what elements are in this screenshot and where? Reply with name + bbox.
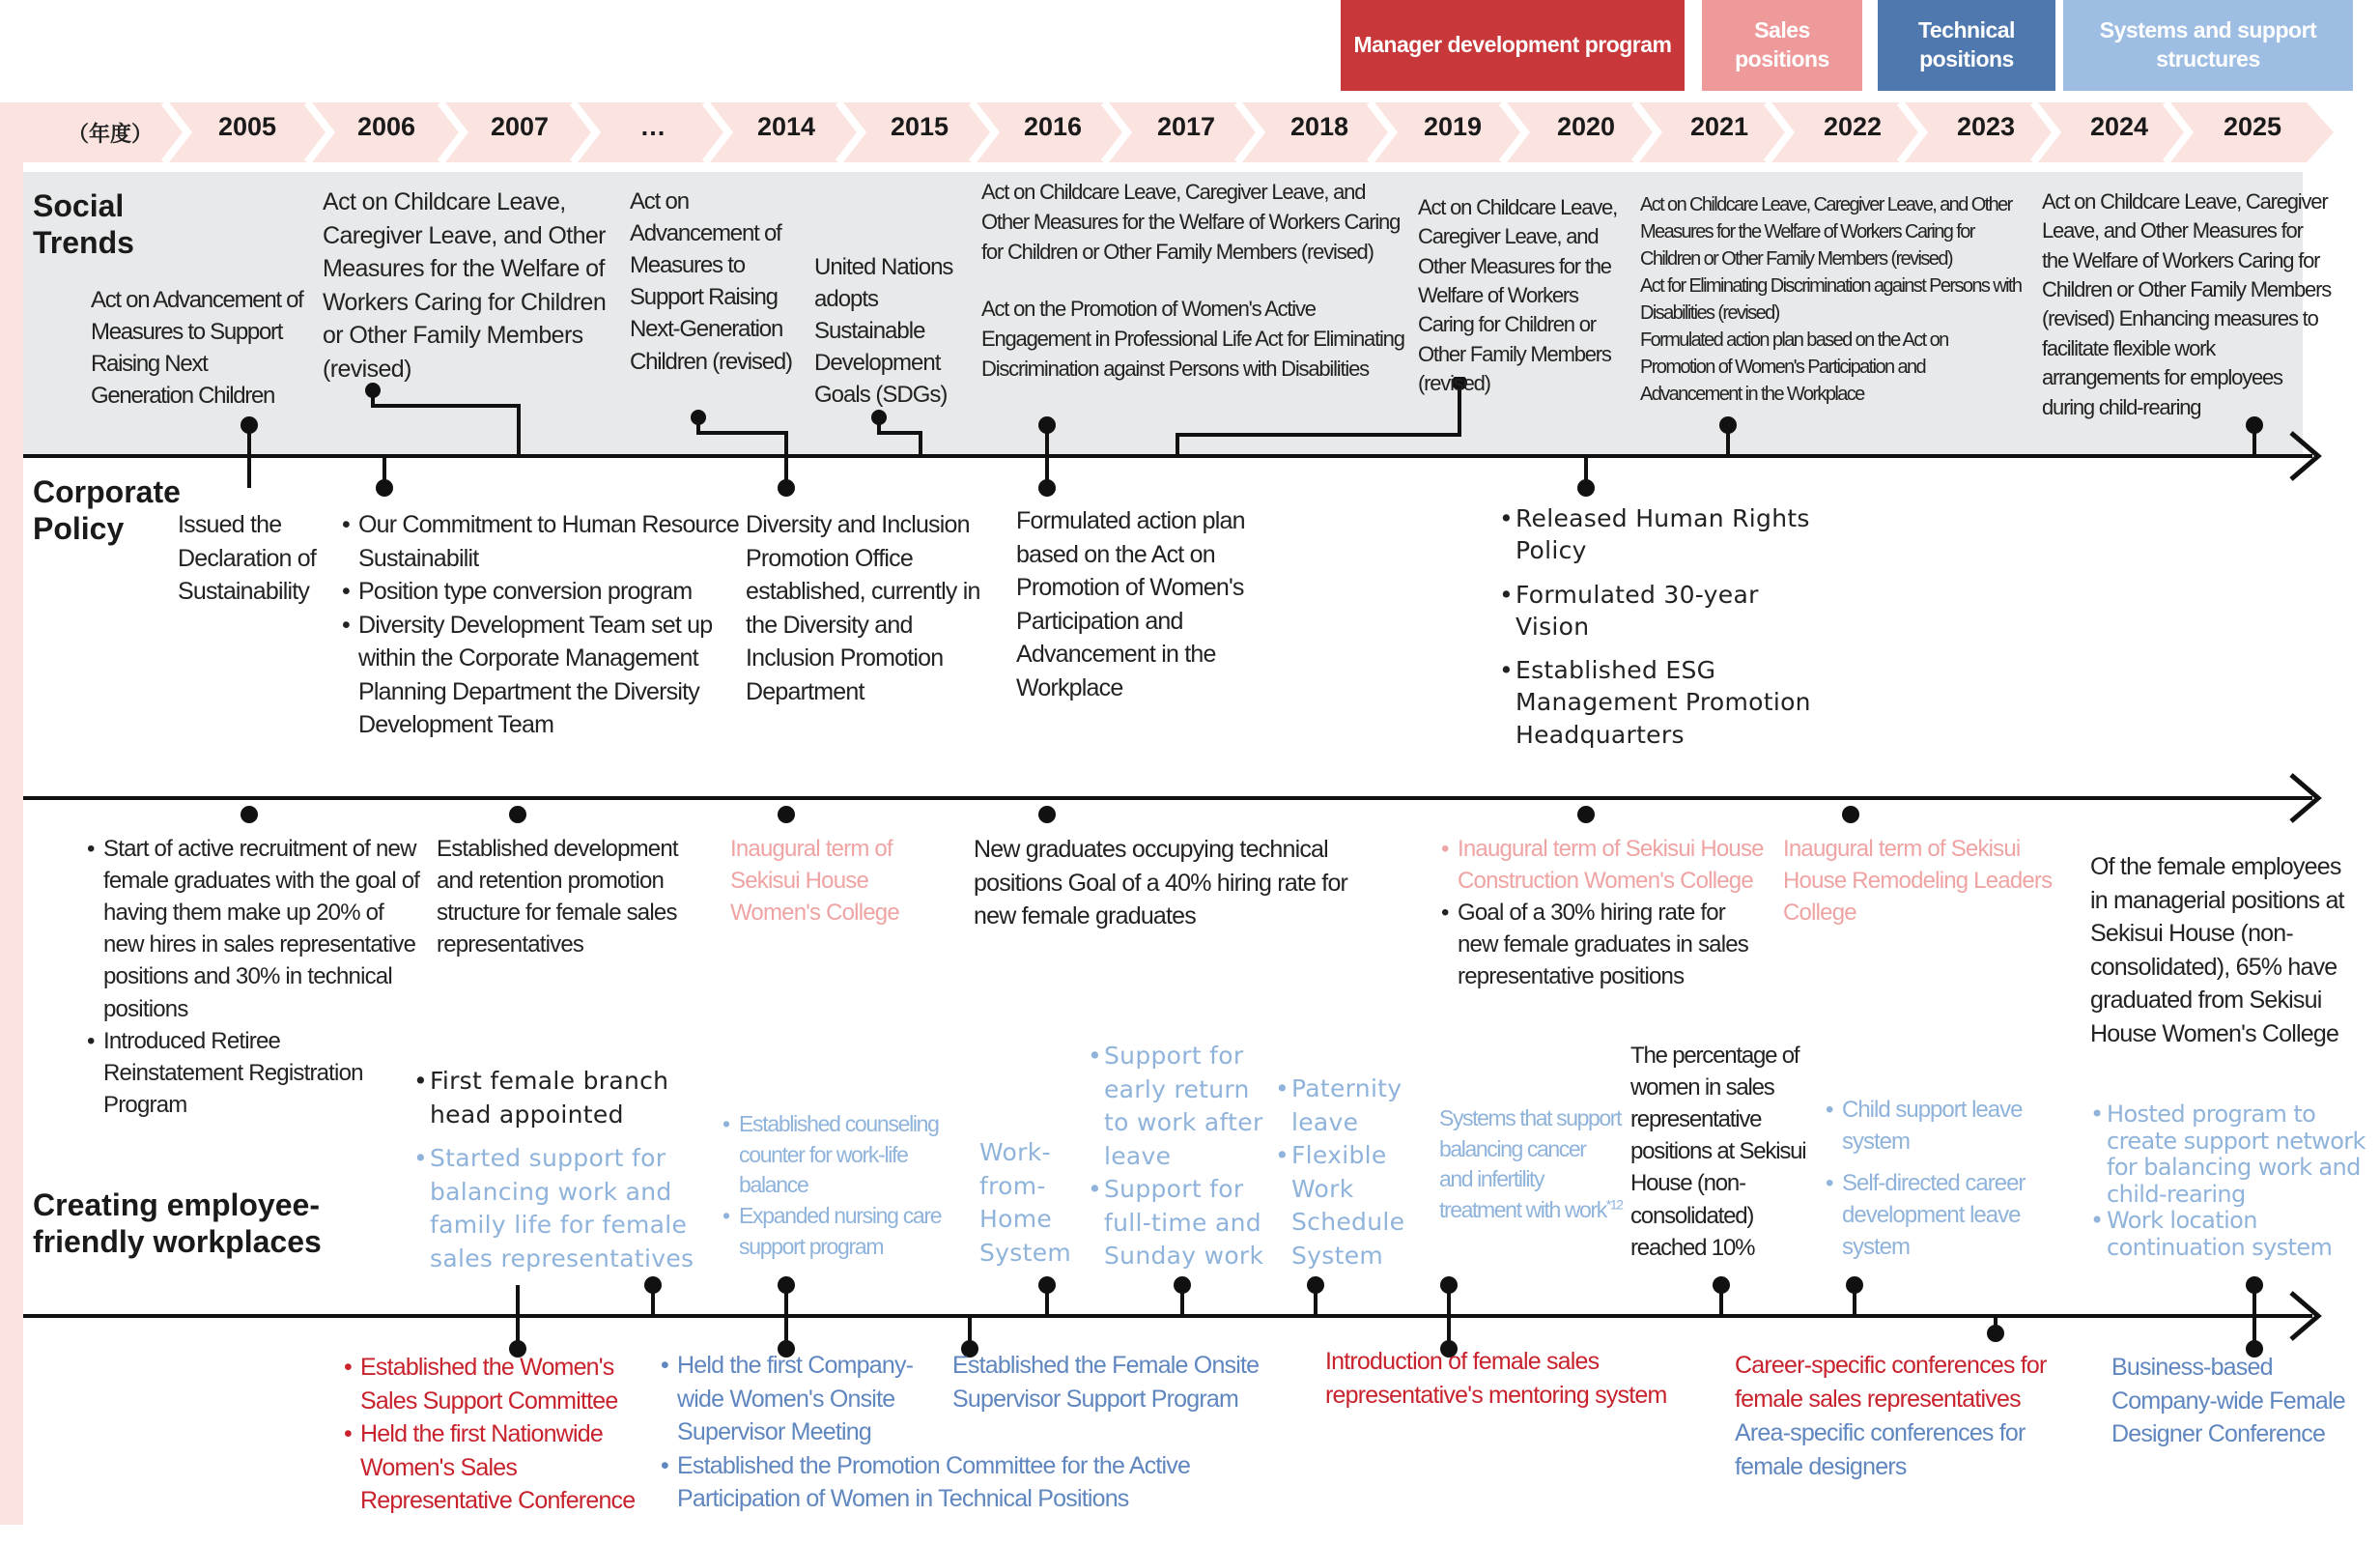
legend-label: Technical positions — [1918, 17, 2015, 71]
trend-2021a: Act on Childcare Leave, Caregiver Leave, and Other Measures for the Welfare of Workers Caring for Children or Other Family Members (revised) — [1640, 194, 2012, 270]
workplace-2018-item: • Flexible Work Schedule System — [1275, 1139, 1420, 1272]
workplace-2020-item: • Inaugural term of Sekisui House Construction Women's College — [1441, 833, 1770, 897]
section-workplaces: Creating employee-friendly workplaces — [33, 1187, 322, 1260]
workplace-2025-item: • Hosted program to create support network for balancing work and child-rearing — [2090, 1101, 2376, 1208]
workplace-2007: Established development and retention promotion structure for female sales representatives — [437, 836, 678, 958]
workplace-2022-item: • Child support leave system — [1826, 1094, 2057, 1158]
workplace-2005 — [87, 833, 425, 1121]
year-2024: 2024 — [2089, 112, 2149, 141]
trend-2025: Act on Childcare Leave, Caregiver Leave, and Other Measures for the Welfare of Workers Caring for Children or Other Family Members (revised) Enhancing measures to facilitate flexible work arrangements for employees during child-rearing — [2042, 189, 2332, 419]
bottom-2007-item: • Held the first Nationwide Women's Sales Representative Conference — [344, 1417, 653, 1518]
trend-2014: Act on Advancement of Measures to Support Raising Next-Generation Children (revised) — [630, 188, 792, 375]
year-2019: 2019 — [1423, 112, 1483, 141]
year-2015: 2015 — [890, 112, 949, 141]
trend-2021c: Formulated action plan based on the Act on Promotion of Women's Participation and Advancement in the Workplace — [1640, 329, 1948, 405]
year-2006: 2006 — [356, 112, 416, 141]
trend-2021b: Act for Eliminating Discrimination against Persons with Disabilities (revised) — [1640, 275, 2022, 324]
workplace-2022: Inaugural term of Sekisui House Remodeling Leaders College — [1783, 836, 2053, 927]
workplace-2017-item: • Support for early return to work after leave — [1088, 1040, 1281, 1173]
workplace-2014: Inaugural term of Sekisui House Women's College — [730, 836, 899, 927]
policy-2020-item: • Formulated 30-year Vision — [1499, 579, 1828, 643]
policy-2005: Issued the Declaration of Sustainability — [178, 511, 317, 605]
year-2022: 2022 — [1823, 112, 1883, 141]
year-2023: 2023 — [1956, 112, 2016, 141]
trend-2019: Act on Childcare Leave, Caregiver Leave, and Other Measures for the Welfare of Workers Caring for Children or Other Family Members (revised) — [1418, 195, 1617, 396]
bottom-2019: Introduction of female sales representative's mentoring system — [1325, 1348, 1667, 1409]
workplace-2014-counseling — [722, 1109, 964, 1263]
policy-2006 — [342, 508, 748, 742]
workplace-2005-item: • Start of active recruitment of new female graduates with the goal of having them make up 20% of new hires in sales representative positions and 30% in technical positions — [87, 833, 425, 1025]
year-2018: 2018 — [1289, 112, 1349, 141]
year-2025: 2025 — [2223, 112, 2282, 141]
trend-2016a: Act on Childcare Leave, Caregiver Leave, and Other Measures for the Welfare of Workers Caring for Children or Other Family Members (revised) — [981, 180, 1401, 264]
workplace-2005-item: • Introduced Retiree Reinstatement Registration Program — [87, 1025, 425, 1121]
bottom-2014-item: • Held the first Company-wide Women's Onsite Supervisor Meeting — [661, 1349, 928, 1449]
workplace-2014-item: • Expanded nursing care support program — [722, 1201, 964, 1262]
workplace-2017-item: • Support for full-time and Sunday work — [1088, 1173, 1281, 1273]
policy-2020-item: • Established ESG Management Promotion Headquarters — [1499, 654, 1828, 751]
policy-2006-item: • Diversity Development Team set up within the Corporate Management Planning Department the Diversity Development Team — [342, 609, 748, 742]
workplace-2022 — [1826, 1094, 2057, 1264]
workplace-2019-cancer-text: Systems that support balancing cancer and infertility treatment with work — [1439, 1105, 1622, 1223]
year-2007: 2007 — [490, 112, 550, 141]
workplace-2021-percentage: The percentage of women in sales representative positions at Sekisui House (non-consolidated) reached 10% — [1630, 1043, 1806, 1261]
workplace-2022-item: • Self-directed career development leave system — [1826, 1167, 2057, 1263]
workplace-2007-branch-head-item: • First female branch head appointed — [413, 1065, 694, 1131]
section-corporate-policy: Corporate Policy — [33, 474, 181, 547]
bottom-2015: Established the Female Onsite Supervisor Support Program — [952, 1352, 1260, 1413]
bottom-2007 — [344, 1351, 653, 1518]
bottom-2022-area: Area-specific conferences for female designers — [1735, 1419, 2026, 1480]
trend-2006: Act on Childcare Leave, Caregiver Leave, and Other Measures for the Welfare of Workers Caring for Children or Other Family Members (revised) — [323, 188, 607, 383]
trend-2005: Act on Advancement of Measures to Support Raising Next Generation Children — [91, 287, 303, 410]
trend-2015: United Nations adopts Sustainable Development Goals (SDGs) — [814, 254, 953, 409]
policy-2020 — [1499, 502, 1828, 751]
year-2017: 2017 — [1156, 112, 1216, 141]
workplace-2016-wfh: Work-from-Home System — [979, 1138, 1072, 1267]
workplace-2018-item: • Paternity leave — [1275, 1072, 1420, 1139]
year-2014: 2014 — [756, 112, 816, 141]
year-2021: 2021 — [1689, 112, 1749, 141]
workplace-2018 — [1275, 1072, 1420, 1272]
policy-2014: Diversity and Inclusion Promotion Office established, currently in the Diversity and Inclusion Promotion Department — [746, 511, 980, 705]
workplace-2007-support — [413, 1142, 703, 1275]
workplace-2017 — [1088, 1040, 1281, 1273]
legend-label: Manager development program — [1353, 32, 1672, 58]
policy-2006-item: • Our Commitment to Human Resource Sustainabilit — [342, 508, 748, 575]
workplace-2020-item: • Goal of a 30% hiring rate for new female graduates in sales representative positions — [1441, 897, 1770, 992]
fiscal-year-label: （年度） — [68, 122, 154, 146]
workplace-2020 — [1441, 833, 1770, 993]
trend-2016b: Act on the Promotion of Women's Active Engagement in Professional Life Act for Eliminating Discrimination against Persons with Disabilities — [981, 297, 1404, 381]
year-ellipsis: … — [639, 112, 666, 141]
bottom-2007-item: • Established the Women's Sales Support Committee — [344, 1351, 653, 1417]
policy-2016: Formulated action plan based on the Act on Promotion of Women's Participation and Advancement in the Workplace — [1016, 507, 1245, 701]
workplace-2024: Of the female employees in managerial positions at Sekisui House (non-consolidated), 65% have graduated from Sekisui House Women's College — [2090, 853, 2344, 1047]
bottom-2025: Business-based Company-wide Female Designer Conference — [2111, 1354, 2345, 1447]
year-2020: 2020 — [1556, 112, 1616, 141]
legend-label: Systems and support structures — [2099, 17, 2317, 71]
section-social-trends: Social Trends — [33, 188, 134, 261]
policy-2006-item: • Position type conversion program — [342, 575, 748, 609]
policy-2020-item: • Released Human Rights Policy — [1499, 502, 1828, 567]
bottom-2022-career: Career-specific conferences for female sales representatives — [1735, 1352, 2047, 1413]
legend-label: Sales positions — [1735, 17, 1829, 71]
workplace-2016: New graduates occupying technical positions Goal of a 40% hiring rate for new female graduates — [974, 836, 1348, 929]
workplace-2019-cancer — [1439, 1103, 1623, 1226]
year-2005: 2005 — [217, 112, 277, 141]
workplace-2014-item: • Established counseling counter for work-life balance — [722, 1109, 964, 1201]
year-2016: 2016 — [1023, 112, 1083, 141]
workplace-2007-branch-head — [413, 1065, 694, 1131]
footnote-marker: *12 — [1605, 1196, 1623, 1213]
workplace-2025 — [2090, 1101, 2376, 1262]
workplace-2007-support-item: • Started support for balancing work and family life for female sales representatives — [413, 1142, 703, 1275]
workplace-2025-item: • Work location continuation system — [2090, 1208, 2376, 1261]
bottom-2014-item: • Established the Promotion Committee for the Active Participation of Women in Technical Positions — [661, 1449, 1279, 1516]
